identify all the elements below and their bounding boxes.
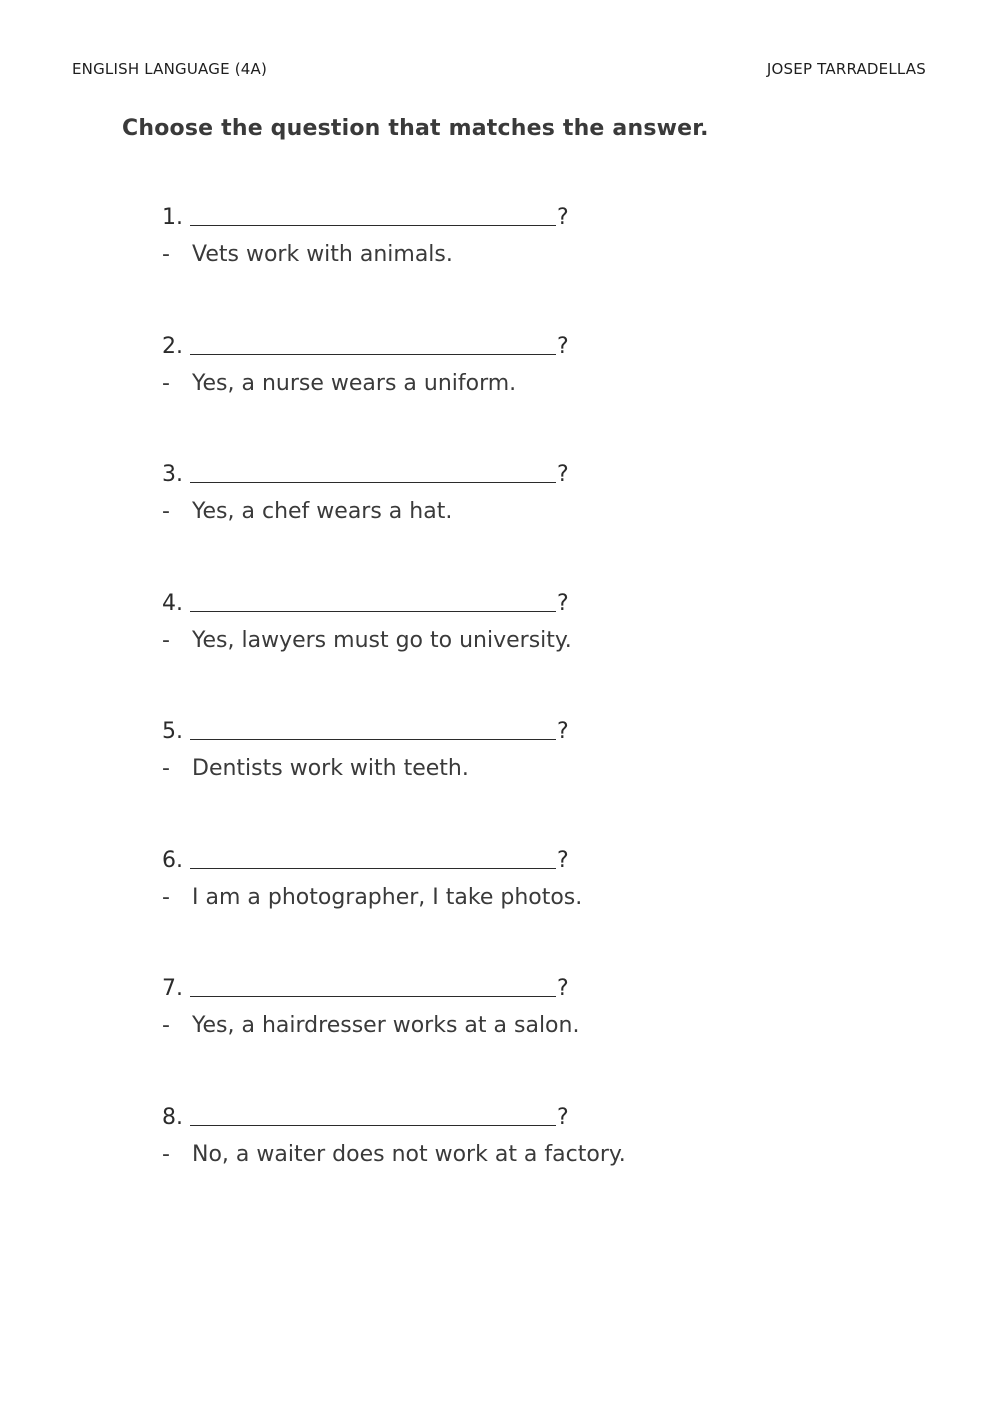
question-number: 6. [162,847,183,873]
answer-text: Yes, a hairdresser works at a salon. [192,1013,580,1038]
question-mark: ? [557,590,569,616]
answer-blank-8[interactable] [190,1101,556,1126]
question-item-8 [162,1100,862,1229]
question-item-4 [162,586,862,715]
answer-blank-4[interactable] [190,587,556,612]
answer-dash: - [162,1013,170,1038]
answer-text: Yes, lawyers must go to university. [192,627,572,653]
answer-dash: - [162,1141,170,1167]
question-number: 2. [162,333,183,359]
question-item-5 [162,714,862,843]
answer-dash: - [162,756,170,781]
answer-dash: - [162,370,170,396]
question-number: 8. [162,1104,183,1130]
answer-text: Yes, a chef wears a hat. [192,499,453,524]
answer-blank-7[interactable] [190,972,556,997]
question-mark: ? [557,976,569,1001]
answer-text: I am a photographer, I take photos. [192,884,583,910]
question-mark: ? [557,847,569,873]
header-subject: ENGLISH LANGUAGE (4A) [72,60,268,78]
answer-text: Dentists work with teeth. [192,756,469,781]
answer-text: Yes, a nurse wears a uniform. [192,370,517,396]
answer-dash: - [162,242,170,267]
answer-dash: - [162,884,170,910]
answer-blank-3[interactable] [190,458,556,483]
answer-text: No, a waiter does not work at a factory. [192,1141,626,1167]
answer-blank-1[interactable] [190,201,556,226]
question-item-2 [162,329,862,458]
question-mark: ? [557,462,569,487]
answer-blank-6[interactable] [190,844,556,869]
question-item-6 [162,843,862,972]
answer-text: Vets work with animals. [192,242,453,267]
question-item-1 [162,200,862,329]
question-list [162,200,862,1228]
question-mark: ? [557,333,569,359]
question-item-7 [162,971,862,1100]
question-mark: ? [557,719,569,744]
instructions-title: Choose the question that matches the answer. [122,116,709,141]
question-item-3 [162,457,862,586]
header-school: JOSEP TARRADELLAS [766,60,926,78]
question-number: 4. [162,590,183,616]
question-mark: ? [557,1104,569,1130]
question-number: 3. [162,462,183,487]
question-number: 1. [162,205,183,230]
question-mark: ? [557,205,569,230]
answer-blank-2[interactable] [190,330,556,355]
question-number: 5. [162,719,183,744]
answer-blank-5[interactable] [190,715,556,740]
answer-dash: - [162,627,170,653]
answer-dash: - [162,499,170,524]
question-number: 7. [162,976,183,1001]
